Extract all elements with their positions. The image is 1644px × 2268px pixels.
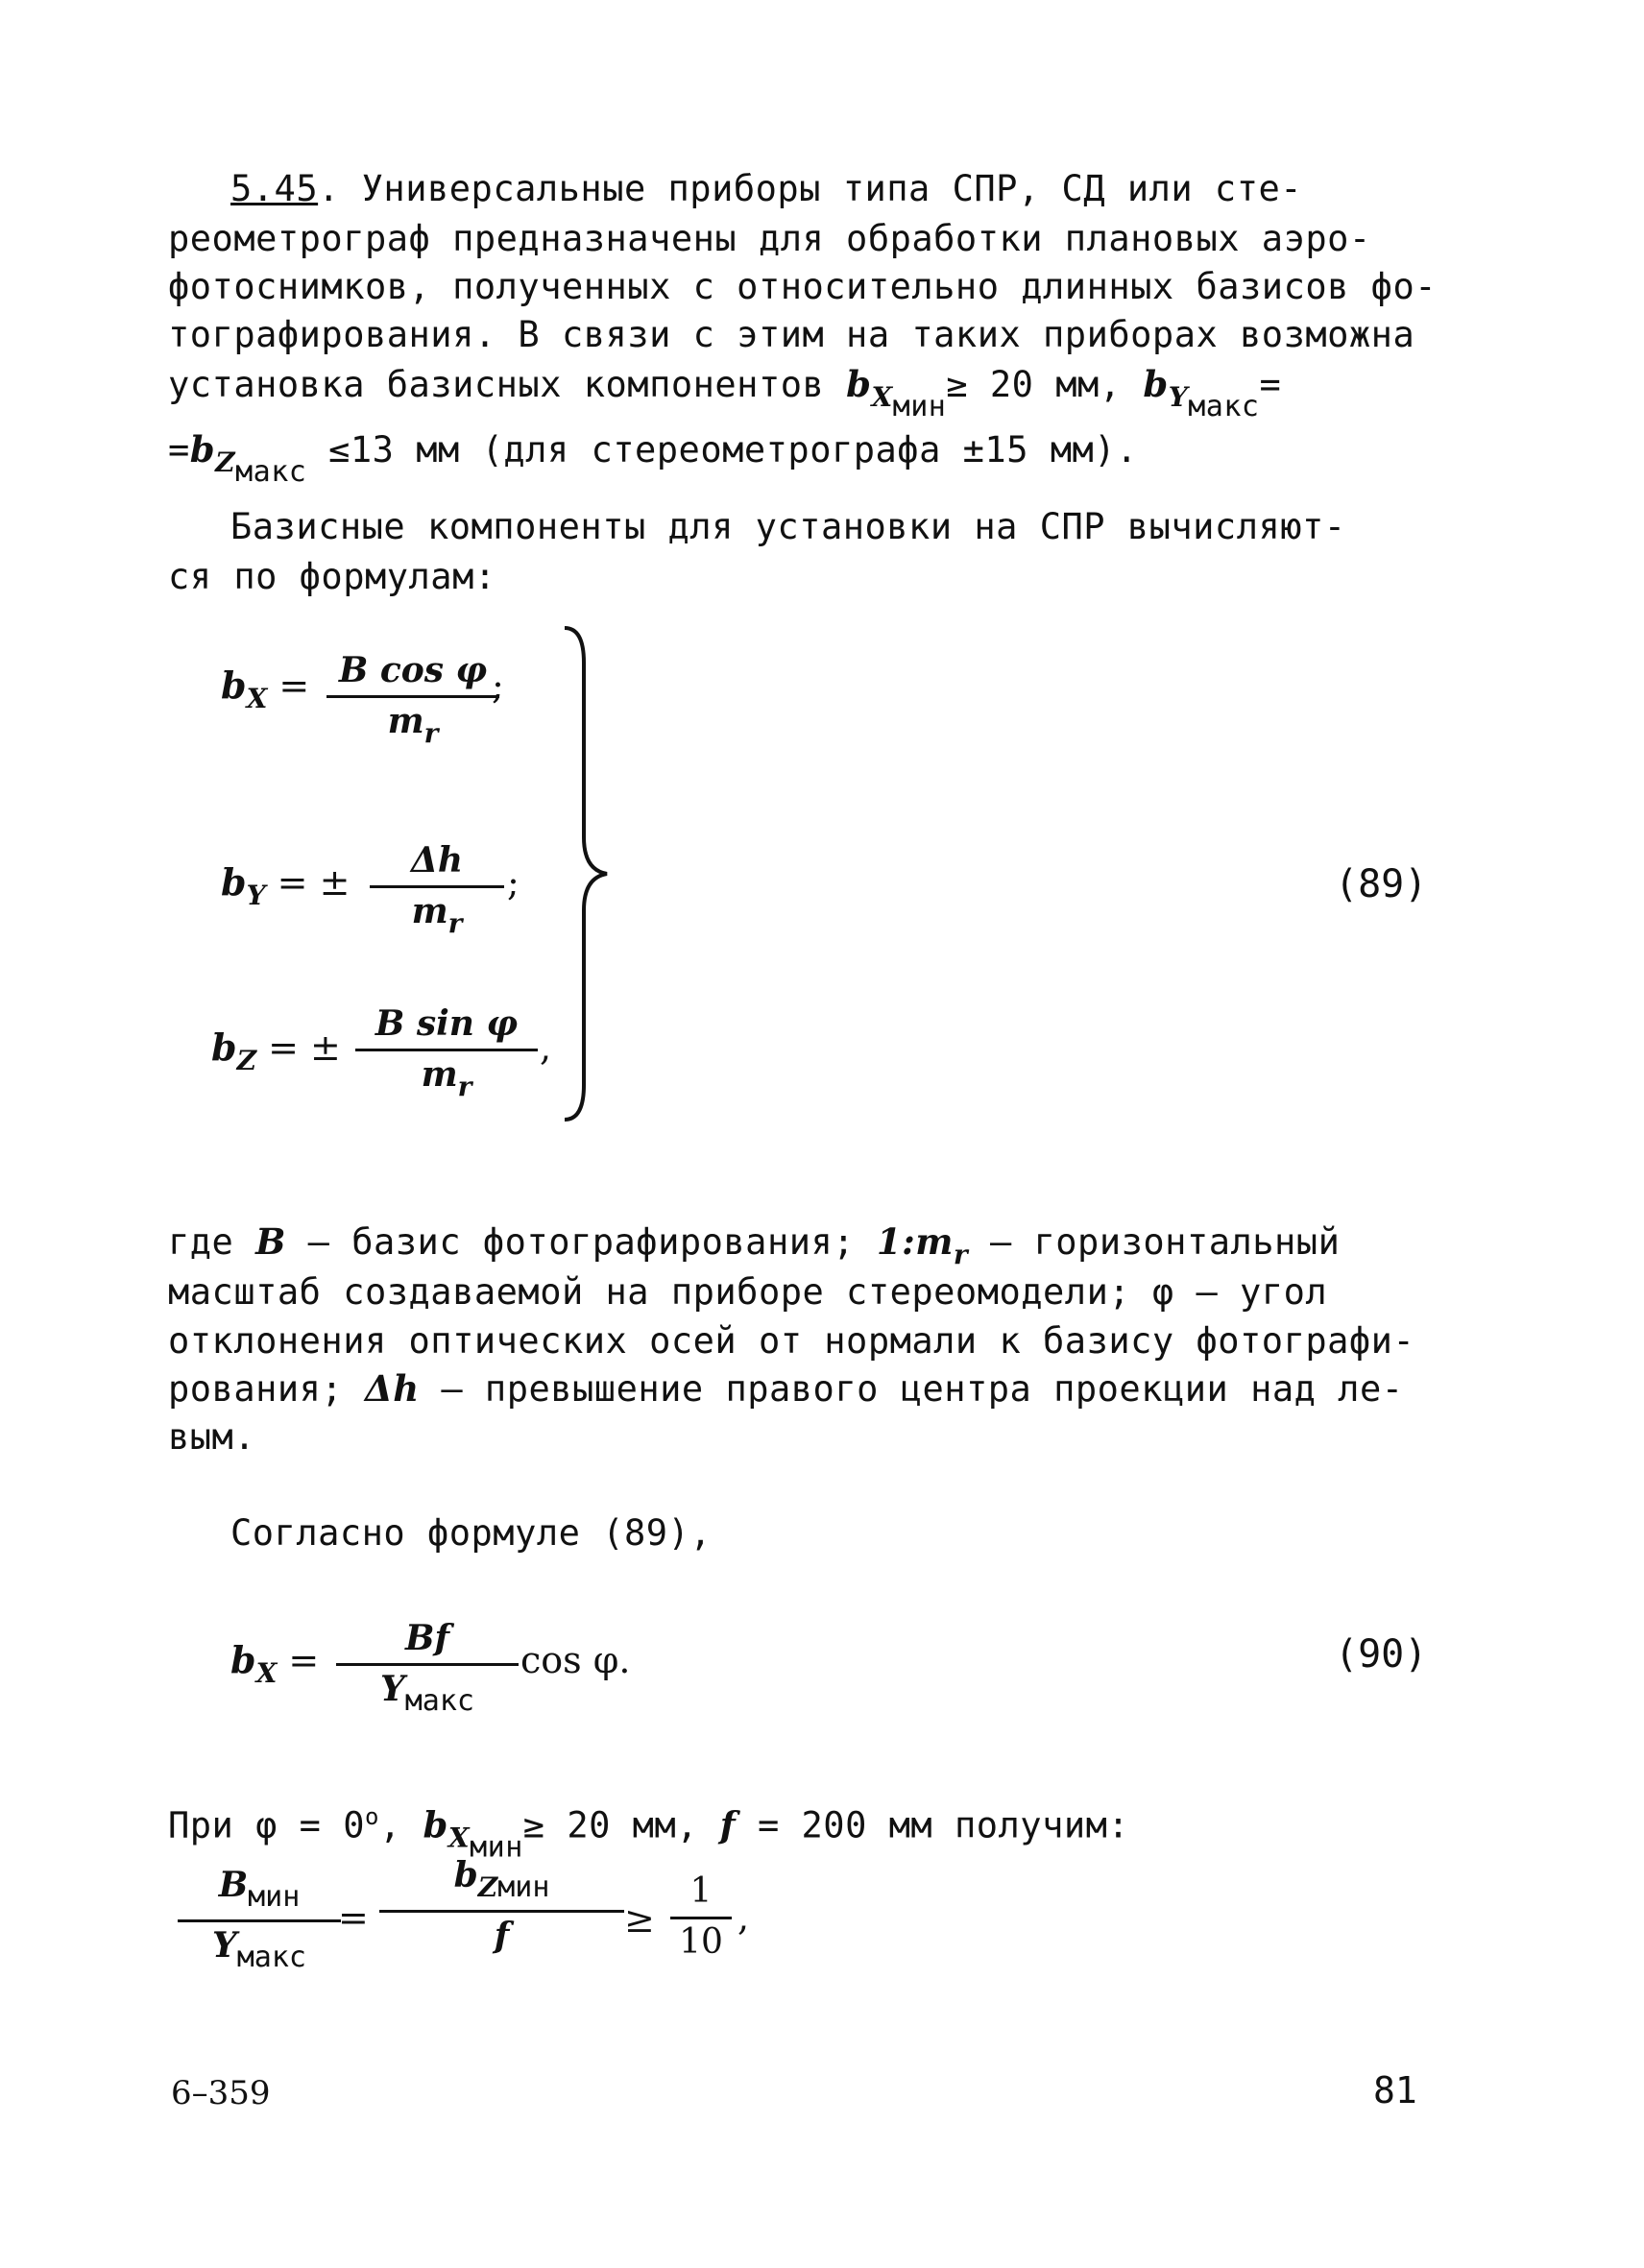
para3-line1: где B – базис фотографирования; $1:m_r$ – горизонтальный [168,1220,1341,1270]
para3-line4: рования; Δh – превышение правого центра проекции над ле- [168,1367,1404,1410]
para5-line1: При $\varphi = 0^o$, $b_{Xмин}\ge 20$ мм, f = 200 мм получим: [168,1803,1130,1865]
para1-line4: тографирования. В связи с этим на таких приборах возможна [168,314,1415,355]
page-number: 81 [1373,2069,1417,2111]
section-number: 5.45 [230,168,319,209]
formula-bz-lhs: $b_Z$ = ± [211,1025,341,1076]
formula-bx-fraction: B cos φ $m_r$ [326,653,499,747]
formula-last-eq: = [338,1896,369,1939]
formula-bx-tail: ; [492,664,504,707]
formula-last-fraction3: 1 10 [670,1874,732,1960]
right-brace-icon [557,624,615,1123]
formula-bx-lhs: $b_X$ = [221,664,310,714]
formula-last-ge: ≥ [624,1898,655,1941]
equation-number-89: (89) [1335,862,1428,906]
para3-line5: вым. [168,1416,256,1458]
formula90-fraction: Bf $Y_{макс}$ [336,1621,519,1716]
formula-by-tail: ; [507,861,520,904]
para3-line2: масштаб создаваемой на приборе стереомодели; φ – угол [168,1271,1328,1313]
formula-last-tail: , [737,1896,750,1939]
formula-bz-tail: , [540,1026,552,1069]
equation-number-90: (90) [1335,1632,1428,1677]
formula-last-fraction2: $b_{Zмин}$ f [379,1858,624,1953]
para4-line1: Согласно формуле (89), [230,1512,713,1554]
para1-line2: реометрограф предназначены для обработки плановых аэро- [168,218,1371,259]
formula-bz-fraction: B sin φ $m_r$ [355,1006,538,1100]
para1-line1: 5.45. Универсальные приборы типа СПР, СД или сте- [230,168,1303,209]
formula90-lhs: $b_X$ = [230,1638,320,1689]
para3-line3: отклонения оптических осей от нормали к базису фотографи- [168,1320,1415,1362]
formula90-tail: cos φ. [520,1639,631,1681]
formula-by-fraction: Δh $m_r$ [370,843,504,937]
para1-line3: фотоснимков, полученных с относительно длинных базисов фо- [168,266,1438,307]
para2-line1: Базисные компоненты для установки на СПР вычисляют- [230,506,1346,547]
formula-last-fraction1: $B_{мин}$ $Y_{макс}$ [178,1868,341,1972]
footer-signature-mark: 6–359 [171,2074,271,2112]
para1-line6: $=b_{Zмакс} \le 13$ мм (для стереометрографа ±15 мм). [168,428,1138,489]
formula-by-lhs: $b_Y$ = ± [221,860,351,911]
para2-line2: ся по формулам: [168,556,496,597]
para1-line5: установка базисных компонентов $b_{Xмин}\ge 20$ мм, $b_{Yмакс}=$ [168,363,1282,423]
